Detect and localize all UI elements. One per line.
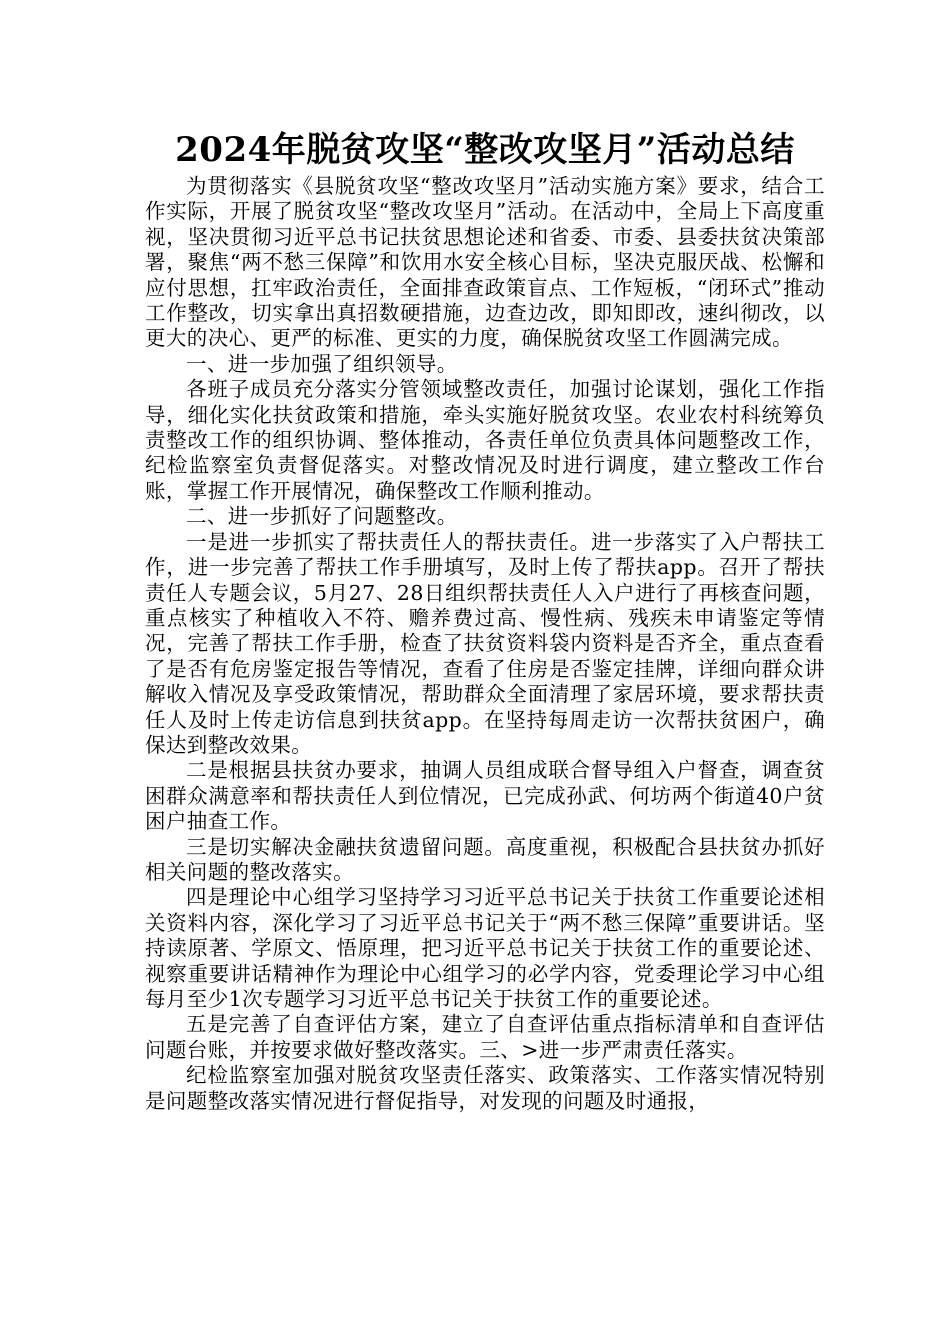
paragraph-item-4: 四是理论中心组学习坚持学习习近平总书记关于扶贫工作重要论述相关资料内容，深化学习了习近平总书记关于“两不愁三保障”重要讲话。坚持读原著、学原文、悟原理，把习近平总书记关于扶贫工作的重要论述、视察重要讲话精神作为理论中心组学习的必学内容，党委理论学习中心组每月至少1次专题学习习近平总书记关于扶贫工作的重要论述。 (145, 885, 825, 1011)
paragraph-item-1: 一是进一步抓实了帮扶责任人的帮扶责任。进一步落实了入户帮扶工作，进一步完善了帮扶工作手册填写，及时上传了帮扶app。召开了帮扶责任人专题会议，5月27、28日组织帮扶责任人入户进行了再核查问题，重点核实了种植收入不符、赡养费过高、慢性病、残疾未申请鉴定等情况，完善了帮扶工作手册，检查了扶贫资料袋内资料是否齐全，重点查看了是否有危房鉴定报告等情况，查看了住房是否鉴定挂牌，详细向群众讲解收入情况及享受政策情况，帮助群众全面清理了家居环境，要求帮扶责任人及时上传走访信息到扶贫app。在坚持每周走访一次帮扶贫困户，确保达到整改效果。 (145, 529, 825, 757)
paragraph-intro: 为贯彻落实《县脱贫攻坚“整改攻坚月”活动实施方案》要求，结合工作实际，开展了脱贫攻坚“整改攻坚月”活动。在活动中，全局上下高度重视，坚决贯彻习近平总书记扶贫思想论述和省委、市委、县委扶贫决策部署，聚焦“两不愁三保障”和饮用水安全核心目标，坚决克服厌战、松懈和应付思想，扛牢政治责任，全面排查政策盲点、工作短板，“闭环式”推动工作整改，切实拿出真招数硬措施，边查边改，即知即改，速纠彻改，以更大的决心、更严的标准、更实的力度，确保脱贫攻坚工作圆满完成。 (145, 174, 825, 351)
section-heading-2: 二、进一步抓好了问题整改。 (186, 504, 458, 529)
document-title: 2024年脱贫攻坚“整改攻坚月”活动总结 (175, 130, 795, 170)
section-heading-1: 一、进一步加强了组织领导。 (186, 351, 458, 376)
document-page (145, 128, 825, 1114)
paragraph-organization: 各班子成员充分落实分管领域整改责任，加强讨论谋划，强化工作指导，细化实化扶贫政策和措施，牵头实施好脱贫攻坚。农业农村科统筹负责整改工作的组织协调、整体推动，各责任单位负责具体问题整改工作，纪检监察室负责督促落实。对整改情况及时进行调度，建立整改工作台账，掌握工作开展情况，确保整改工作顺利推动。 (145, 377, 825, 503)
paragraph-item-3: 三是切实解决金融扶贫遗留问题。高度重视，积极配合县扶贫办抓好相关问题的整改落实。 (145, 834, 825, 884)
paragraph-item-2: 二是根据县扶贫办要求，抽调人员组成联合督导组入户督查，调查贫困群众满意率和帮扶责任人到位情况，已完成孙武、何坊两个街道40户贫困户抽查工作。 (145, 758, 825, 834)
paragraph-supervision: 纪检监察室加强对脱贫攻坚责任落实、政策落实、工作落实情况特别是问题整改落实情况进行督促指导，对发现的问题及时通报， (145, 1063, 825, 1113)
paragraph-item-5: 五是完善了自查评估方案，建立了自查评估重点指标清单和自查评估问题台账，并按要求做好整改落实。三、>进一步严肃责任落实。 (145, 1012, 825, 1062)
